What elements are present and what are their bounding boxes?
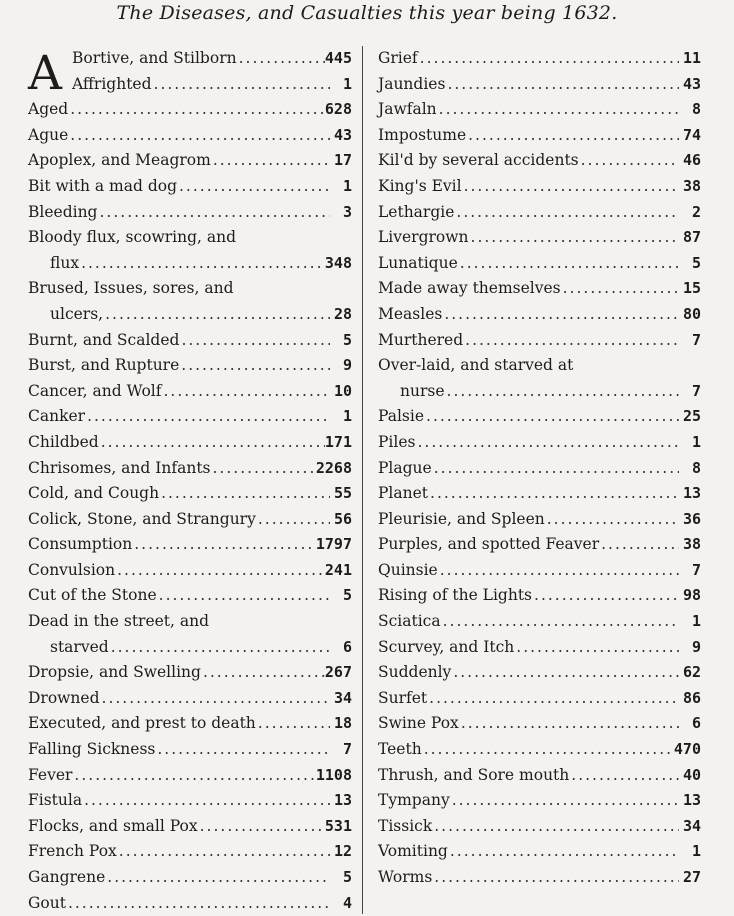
cause-name-continued: nurse	[400, 381, 445, 400]
dot-leader	[451, 660, 679, 686]
burial-count: 9	[342, 356, 352, 375]
dot-leader	[152, 72, 330, 98]
burial-count: 62	[682, 663, 701, 682]
cause-name: Planet	[378, 484, 429, 503]
burial-count: 445	[324, 49, 352, 67]
table-row	[378, 404, 701, 430]
cause-name: Pleurisie, and Spleen	[378, 509, 545, 528]
cause-name: Tissick	[378, 816, 433, 835]
cause-name: Consumption	[28, 535, 133, 554]
cause-name: Executed, and prest to death	[28, 714, 256, 733]
dot-leader	[445, 72, 679, 98]
burial-count: 13	[682, 484, 701, 503]
dot-leader	[99, 430, 325, 456]
burial-count: 12	[333, 842, 352, 861]
burial-count: 46	[682, 151, 701, 170]
cause-name: Cut of the Stone	[28, 586, 157, 605]
cause-name: Aged	[28, 100, 69, 119]
table-row	[28, 839, 352, 865]
cause-name: Sciatica	[378, 612, 441, 631]
cause-name: Flocks, and small Pox	[28, 816, 198, 835]
table-row	[28, 814, 352, 840]
burial-count: 11	[682, 49, 701, 67]
table-row	[378, 456, 701, 482]
cause-name: Burnt, and Scalded	[28, 330, 180, 349]
cause-name: Bleeding	[28, 202, 98, 221]
burial-count: 98	[682, 586, 701, 605]
burial-count: 1108	[315, 765, 352, 784]
cause-name: Swine Pox	[378, 714, 459, 733]
table-row	[378, 174, 701, 200]
dot-leader	[466, 123, 679, 149]
burial-count: 10	[333, 381, 352, 400]
cause-name: Chrisomes, and Infants	[28, 458, 211, 477]
cause-name: Surfet	[378, 688, 428, 707]
dot-leader	[422, 737, 674, 763]
dot-leader	[109, 635, 330, 661]
cause-name: Lunatique	[378, 253, 458, 272]
dot-leader	[415, 430, 679, 456]
cause-name: Palsie	[378, 407, 425, 426]
table-row	[28, 788, 352, 814]
dot-leader	[454, 200, 679, 226]
table-row	[378, 609, 701, 635]
table-row	[28, 532, 352, 558]
dot-leader	[211, 148, 330, 174]
cause-name: Falling Sickness	[28, 740, 156, 759]
dot-leader	[437, 97, 679, 123]
cause-name: Made away themselves	[378, 279, 561, 298]
dot-leader	[569, 763, 679, 789]
burial-count: 1	[691, 432, 701, 451]
dot-leader	[561, 276, 679, 302]
burial-count: 38	[682, 176, 701, 195]
table-row	[378, 328, 701, 354]
burial-count: 8	[691, 100, 701, 119]
dot-leader	[463, 328, 679, 354]
right-column	[378, 46, 701, 891]
dot-leader	[201, 660, 325, 686]
dot-leader	[103, 302, 330, 328]
cause-name: Worms	[378, 868, 433, 886]
cause-name: Impostume	[378, 125, 467, 144]
table-row	[378, 97, 701, 123]
burial-count: 7	[691, 381, 701, 400]
dot-leader	[100, 686, 330, 712]
dot-leader	[448, 839, 679, 865]
table-row	[28, 174, 352, 200]
table-row	[378, 763, 701, 789]
dot-leader	[432, 456, 679, 482]
burial-count: 43	[682, 74, 701, 93]
burial-count: 34	[682, 816, 701, 835]
dot-leader	[68, 123, 330, 149]
table-row	[378, 839, 701, 865]
burial-count: 7	[342, 740, 352, 759]
cause-name: Apoplex, and Meagrom	[28, 151, 211, 170]
burial-count: 1	[691, 842, 701, 861]
table-row	[378, 686, 701, 712]
table-row	[28, 583, 352, 609]
cause-name: Jawfaln	[378, 100, 437, 119]
burial-count: 1	[691, 612, 701, 631]
cause-name: King's Evil	[378, 176, 462, 195]
burial-count: 1797	[315, 535, 352, 554]
dot-leader	[115, 558, 325, 584]
burial-count: 36	[682, 509, 701, 528]
dot-leader	[441, 609, 679, 635]
dot-leader	[179, 328, 330, 354]
page-title: The Diseases, and Casualties this year being 1632.	[116, 2, 618, 24]
burial-count: 5	[342, 586, 352, 605]
table-row	[378, 353, 701, 404]
cause-name: Cold, and Cough	[28, 484, 160, 503]
dot-leader	[68, 97, 325, 123]
dot-leader	[579, 148, 679, 174]
burial-count: 2268	[315, 458, 352, 477]
table-row	[28, 379, 352, 405]
dot-leader	[132, 532, 316, 558]
table-row	[378, 635, 701, 661]
burial-count: 9	[691, 637, 701, 656]
dot-leader	[159, 481, 330, 507]
burial-count: 5	[342, 330, 352, 349]
burial-count: 55	[333, 484, 352, 503]
burial-count: 86	[682, 688, 701, 707]
table-row	[28, 200, 352, 226]
dot-leader	[599, 532, 679, 558]
left-column	[28, 46, 352, 916]
table-row	[378, 865, 701, 891]
burial-count: 13	[333, 791, 352, 810]
dot-leader	[79, 251, 325, 277]
cause-name: Bortive, and Stilborn	[72, 49, 237, 67]
dot-leader	[469, 225, 679, 251]
cause-name: Grief	[378, 49, 418, 67]
burial-count: 8	[691, 458, 701, 477]
table-row	[28, 609, 352, 660]
table-row	[28, 276, 352, 327]
burial-count: 74	[682, 125, 701, 144]
cause-name: Ague	[28, 125, 69, 144]
cause-name: Over-laid, and starved at	[378, 356, 574, 375]
cause-name-continued: ulcers,	[50, 304, 104, 323]
cause-name: Convulsion	[28, 560, 116, 579]
column-divider	[362, 46, 363, 914]
cause-name: French Pox	[28, 842, 117, 861]
dot-leader	[66, 891, 330, 916]
table-row	[378, 276, 701, 302]
dot-leader	[155, 737, 330, 763]
table-row	[28, 865, 352, 891]
table-row	[378, 123, 701, 149]
burial-count: 4	[342, 893, 352, 912]
table-row	[28, 353, 352, 379]
dot-leader	[545, 507, 679, 533]
burial-count: 5	[691, 253, 701, 272]
burial-count: 7	[691, 560, 701, 579]
cause-name: Rising of the Lights	[378, 586, 533, 605]
table-row	[28, 456, 352, 482]
burial-count: 13	[682, 791, 701, 810]
burial-count: 1	[342, 74, 352, 93]
cause-name: Jaundies	[378, 74, 446, 93]
burial-count: 628	[324, 100, 352, 119]
table-row	[28, 46, 352, 72]
burial-count: 267	[324, 663, 352, 682]
dot-leader	[438, 558, 679, 584]
table-row	[378, 46, 701, 72]
dot-leader	[442, 302, 679, 328]
burial-count: 6	[342, 637, 352, 656]
burial-count: 28	[333, 304, 352, 323]
burial-count: 27	[682, 868, 701, 886]
dot-leader	[179, 353, 330, 379]
dot-leader	[445, 379, 679, 405]
table-row	[28, 737, 352, 763]
burial-count: 56	[333, 509, 352, 528]
burial-count: 531	[324, 816, 352, 835]
burial-count: 1	[342, 176, 352, 195]
dot-leader	[82, 788, 330, 814]
dot-leader	[157, 583, 330, 609]
dot-leader	[459, 711, 679, 737]
table-row	[378, 302, 701, 328]
dot-leader	[428, 481, 679, 507]
dot-leader	[161, 379, 330, 405]
dot-leader	[424, 404, 679, 430]
dot-leader	[105, 865, 330, 891]
table-row	[28, 123, 352, 149]
burial-count: 80	[682, 304, 701, 323]
cause-name: Affrighted	[72, 74, 152, 93]
dot-leader	[462, 174, 679, 200]
cause-name: Gangrene	[28, 868, 106, 886]
dot-leader	[256, 507, 330, 533]
burial-count: 15	[682, 279, 701, 298]
burial-count: 5	[342, 868, 352, 886]
dot-leader	[117, 839, 330, 865]
burial-count: 171	[324, 432, 352, 451]
cause-name: Colick, Stone, and Strangury	[28, 509, 256, 528]
dot-leader	[450, 788, 679, 814]
cause-name: Plague	[378, 458, 432, 477]
table-row	[378, 558, 701, 584]
dot-leader	[177, 174, 330, 200]
cause-name: Thrush, and Sore mouth	[378, 765, 570, 784]
table-row	[378, 430, 701, 456]
burial-count: 18	[333, 714, 352, 733]
burial-count: 25	[682, 407, 701, 426]
cause-name: Scurvey, and Itch	[378, 637, 515, 656]
cause-name: Childbed	[28, 432, 99, 451]
burial-count: 87	[682, 228, 701, 247]
cause-name: Teeth	[378, 740, 422, 759]
burial-count: 43	[333, 125, 352, 144]
table-row	[378, 737, 701, 763]
dot-leader	[211, 456, 316, 482]
cause-name-continued: flux	[50, 253, 80, 272]
table-row	[28, 404, 352, 430]
burial-count: 17	[333, 151, 352, 170]
dot-leader	[198, 814, 325, 840]
table-row	[378, 251, 701, 277]
dot-leader	[532, 583, 679, 609]
burial-count: 470	[673, 740, 701, 759]
table-row	[28, 891, 352, 916]
burial-count: 3	[342, 202, 352, 221]
table-row	[28, 763, 352, 789]
table-row	[378, 814, 701, 840]
table-row	[28, 558, 352, 584]
table-row	[28, 507, 352, 533]
drop-cap: A	[28, 46, 62, 101]
table-row	[378, 532, 701, 558]
cause-name: Quinsie	[378, 560, 438, 579]
table-row	[28, 148, 352, 174]
dot-leader	[97, 200, 330, 226]
table-row	[28, 97, 352, 123]
table-row	[28, 711, 352, 737]
table-row	[28, 660, 352, 686]
cause-name: Kil'd by several accidents	[378, 151, 579, 170]
cause-name: Brused, Issues, sores, and	[28, 279, 234, 298]
dot-leader	[85, 404, 330, 430]
cause-name-continued: starved	[50, 637, 109, 656]
cause-name: Canker	[28, 407, 86, 426]
cause-name: Vomiting	[378, 842, 448, 861]
dot-leader	[432, 865, 679, 891]
burial-count: 2	[691, 202, 701, 221]
table-row	[28, 481, 352, 507]
dot-leader	[432, 814, 679, 840]
dot-leader	[237, 46, 325, 72]
cause-name: Drowned	[28, 688, 100, 707]
dot-leader	[256, 711, 330, 737]
table-row	[378, 507, 701, 533]
cause-name: Fever	[28, 765, 73, 784]
table-row	[378, 583, 701, 609]
cause-name: Burst, and Rupture	[28, 356, 180, 375]
table-row	[378, 200, 701, 226]
burial-count: 348	[324, 253, 352, 272]
burial-count: 34	[333, 688, 352, 707]
burial-count: 38	[682, 535, 701, 554]
table-row	[378, 660, 701, 686]
table-row	[28, 686, 352, 712]
dot-leader	[418, 46, 679, 72]
cause-name: Cancer, and Wolf	[28, 381, 162, 400]
dot-leader	[427, 686, 679, 712]
table-row	[378, 788, 701, 814]
cause-name: Livergrown	[378, 228, 469, 247]
table-row	[378, 72, 701, 98]
cause-name: Purples, and spotted Feaver	[378, 535, 600, 554]
dot-leader	[514, 635, 679, 661]
table-row	[378, 148, 701, 174]
cause-name: Piles	[378, 432, 416, 451]
cause-name: Suddenly	[378, 663, 452, 682]
table-row	[378, 711, 701, 737]
burial-count: 7	[691, 330, 701, 349]
cause-name: Bloody flux, scowring, and	[28, 228, 237, 247]
burial-count: 241	[324, 560, 352, 579]
dot-leader	[458, 251, 679, 277]
dot-leader	[72, 763, 315, 789]
burial-count: 40	[682, 765, 701, 784]
table-row	[28, 328, 352, 354]
cause-name: Dropsie, and Swelling	[28, 663, 201, 682]
cause-name: Tympany	[378, 791, 450, 810]
table-row	[378, 225, 701, 251]
cause-name: Measles	[378, 304, 443, 323]
burial-count: 1	[342, 407, 352, 426]
table-row	[28, 430, 352, 456]
cause-name: Murthered	[378, 330, 464, 349]
table-row	[28, 72, 352, 98]
cause-name: Dead in the street, and	[28, 612, 210, 631]
cause-name: Bit with a mad dog	[28, 176, 177, 195]
cause-name: Fistula	[28, 791, 83, 810]
table-row	[378, 481, 701, 507]
cause-name: Gout	[28, 893, 66, 912]
cause-name: Lethargie	[378, 202, 455, 221]
table-row	[28, 225, 352, 276]
burial-count: 6	[691, 714, 701, 733]
